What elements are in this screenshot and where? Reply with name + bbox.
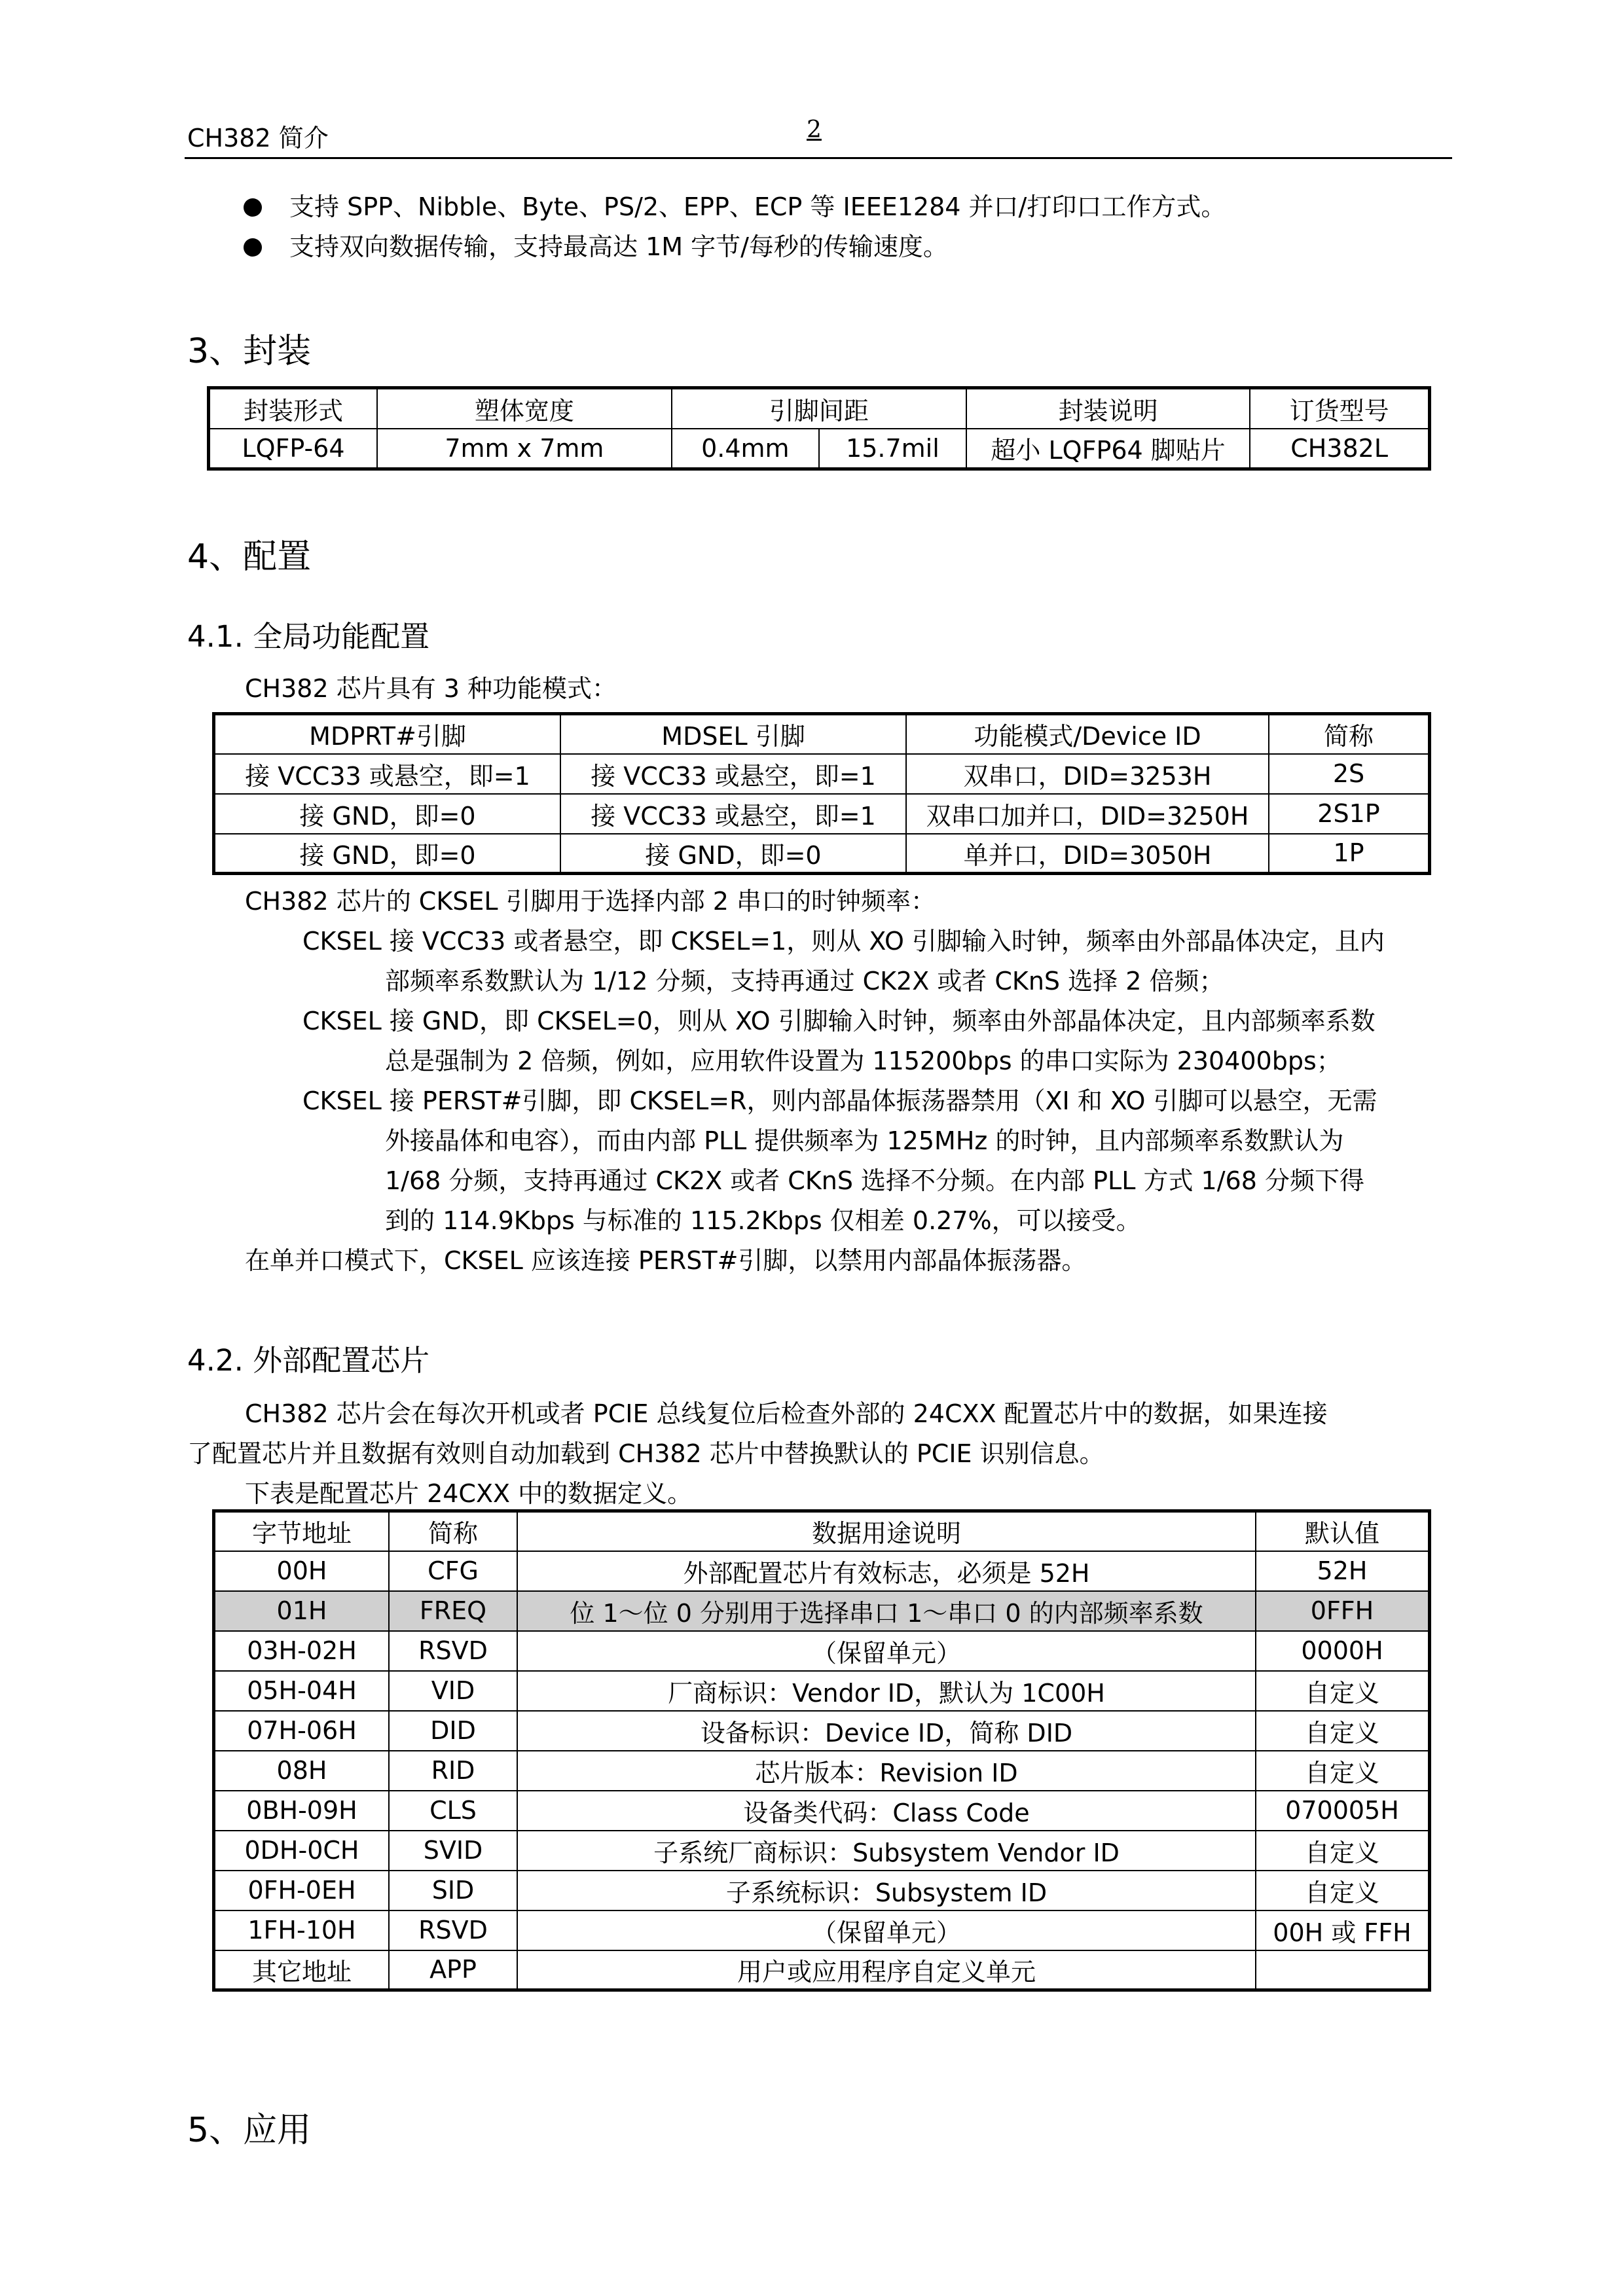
table-cell: RSVD bbox=[389, 1631, 517, 1671]
section-5-title: 5、应用 bbox=[187, 2111, 312, 2150]
table-header-cell: 简称 bbox=[1269, 714, 1430, 754]
table-cell: 子系统标识：Subsystem ID bbox=[517, 1871, 1256, 1910]
section-4-2-title: 4.2. 外部配置芯片 bbox=[187, 1343, 430, 1378]
table-row bbox=[214, 794, 1430, 834]
table-row bbox=[214, 1831, 1430, 1871]
config-paragraph-line-2: 了配置芯片并且数据有效则自动加载到 CH382 芯片中替换默认的 PCIE 识别信息。 bbox=[187, 1439, 1104, 1468]
config-data-table bbox=[212, 1509, 1431, 1992]
table-cell: 03H-02H bbox=[214, 1631, 390, 1671]
table-header-cell: MDSEL 引脚 bbox=[560, 714, 906, 754]
section-4-title: 4、配置 bbox=[187, 537, 312, 577]
table-cell: CFG bbox=[389, 1551, 517, 1591]
bullet-item: 支持双向数据传输，支持最高达 1M 字节/每秒的传输速度。 bbox=[244, 227, 948, 267]
cksel-option-3-line-3: 1/68 分频，支持再通过 CK2X 或者 CKnS 选择不分频。在内部 PLL 方式 1/68 分频下得 bbox=[385, 1166, 1364, 1195]
table-cell bbox=[1256, 1950, 1430, 1990]
table-cell: 双串口，DID=3253H bbox=[906, 754, 1269, 794]
table-header-cell: MDPRT#引脚 bbox=[214, 714, 561, 754]
table-header-cell: 订货型号 bbox=[1250, 388, 1429, 429]
table-cell: 接 GND，即=0 bbox=[560, 834, 906, 874]
table-cell: 00H bbox=[214, 1551, 390, 1591]
table-row bbox=[214, 754, 1430, 794]
table-header-cell: 简称 bbox=[389, 1511, 517, 1551]
table-cell: 接 VCC33 或悬空，即=1 bbox=[214, 754, 561, 794]
table-cell: 外部配置芯片有效标志，必须是 52H bbox=[517, 1551, 1256, 1591]
table-cell: 7mm x 7mm bbox=[377, 429, 672, 469]
table-cell: 0DH-0CH bbox=[214, 1831, 390, 1871]
page-number: 2 bbox=[807, 117, 822, 143]
table-header-row bbox=[214, 1511, 1430, 1551]
table-cell: CLS bbox=[389, 1791, 517, 1831]
table-header-cell: 封装形式 bbox=[209, 388, 377, 429]
table-cell: 接 VCC33 或悬空，即=1 bbox=[560, 754, 906, 794]
table-cell: 自定义 bbox=[1256, 1711, 1430, 1751]
table-row bbox=[214, 1871, 1430, 1910]
package-table bbox=[207, 386, 1431, 471]
table-row bbox=[214, 834, 1430, 874]
table-cell: 2S bbox=[1269, 754, 1430, 794]
cksel-option-2-line-1: CKSEL 接 GND，即 CKSEL=0，则从 XO 引脚输入时钟，频率由外部晶体决定，且内部频率系数 bbox=[302, 1007, 1376, 1035]
table-cell: 子系统厂商标识：Subsystem Vendor ID bbox=[517, 1831, 1256, 1871]
table-cell: 08H bbox=[214, 1751, 390, 1791]
table-cell: 接 GND，即=0 bbox=[214, 794, 561, 834]
section-4-1-title: 4.1. 全局功能配置 bbox=[187, 619, 430, 654]
cksel-option-2-line-2: 总是强制为 2 倍频，例如，应用软件设置为 115200bps 的串口实际为 230400bps； bbox=[385, 1047, 1341, 1075]
table-cell: 070005H bbox=[1256, 1791, 1430, 1831]
table-cell: SID bbox=[389, 1871, 517, 1910]
section-3-title: 3、封装 bbox=[187, 332, 312, 371]
table-cell: SVID bbox=[389, 1831, 517, 1871]
table-row bbox=[214, 1950, 1430, 1990]
cksel-option-3-line-4: 到的 114.9Kbps 与标准的 115.2Kbps 仅相差 0.27%，可以接受。 bbox=[385, 1206, 1141, 1235]
table-cell: 接 VCC33 或悬空，即=1 bbox=[560, 794, 906, 834]
table-cell: 0000H bbox=[1256, 1631, 1430, 1671]
table-cell: 0BH-09H bbox=[214, 1791, 390, 1831]
cksel-option-3-line-2: 外接晶体和电容），而由内部 PLL 提供频率为 125MHz 的时钟，且内部频率系数默认为 bbox=[385, 1126, 1344, 1155]
table-header-cell: 塑体宽度 bbox=[377, 388, 672, 429]
cksel-option-1-line-2: 部频率系数默认为 1/12 分频，支持再通过 CK2X 或者 CKnS 选择 2 倍频； bbox=[385, 967, 1224, 996]
table-header-cell: 默认值 bbox=[1256, 1511, 1430, 1551]
bullet-item: 支持 SPP、Nibble、Byte、PS/2、EPP、ECP 等 IEEE1284 并口/打印口工作方式。 bbox=[244, 187, 1226, 227]
table-cell: FREQ bbox=[389, 1591, 517, 1631]
table-cell: 05H-04H bbox=[214, 1671, 390, 1711]
table-row bbox=[209, 429, 1430, 469]
table-row bbox=[214, 1751, 1430, 1791]
table-cell: CH382L bbox=[1250, 429, 1429, 469]
table-cell: 自定义 bbox=[1256, 1751, 1430, 1791]
header-title: CH382 简介 bbox=[187, 124, 329, 152]
table-cell: 00H 或 FFH bbox=[1256, 1910, 1430, 1950]
config-paragraph-line-1: CH382 芯片会在每次开机或者 PCIE 总线复位后检查外部的 24CXX 配置芯片中的数据，如果连接 bbox=[245, 1399, 1328, 1428]
table-cell: 接 GND，即=0 bbox=[214, 834, 561, 874]
bullet-dot-icon bbox=[244, 238, 262, 257]
table-cell: DID bbox=[389, 1711, 517, 1751]
cksel-option-1-line-1: CKSEL 接 VCC33 或者悬空，即 CKSEL=1，则从 XO 引脚输入时钟，频率由外部晶体决定，且内 bbox=[302, 927, 1385, 956]
table-row bbox=[214, 1551, 1430, 1591]
table-cell: 0FFH bbox=[1256, 1591, 1430, 1631]
table-cell: 自定义 bbox=[1256, 1831, 1430, 1871]
table-cell: 自定义 bbox=[1256, 1871, 1430, 1910]
table-cell: 自定义 bbox=[1256, 1671, 1430, 1711]
config-table-intro: 下表是配置芯片 24CXX 中的数据定义。 bbox=[245, 1479, 693, 1508]
table-cell: 超小 LQFP64 脚贴片 bbox=[966, 429, 1250, 469]
modes-intro: CH382 芯片具有 3 种功能模式： bbox=[245, 674, 617, 703]
table-row bbox=[214, 1671, 1430, 1711]
cksel-option-3-line-1: CKSEL 接 PERST#引脚，即 CKSEL=R，则内部晶体振荡器禁用（XI 和 XO 引脚可以悬空，无需 bbox=[302, 1086, 1377, 1115]
table-cell: APP bbox=[389, 1950, 517, 1990]
table-cell: 其它地址 bbox=[214, 1950, 390, 1990]
table-cell: 双串口加并口，DID=3250H bbox=[906, 794, 1269, 834]
table-cell: （保留单元） bbox=[517, 1910, 1256, 1950]
table-cell: LQFP-64 bbox=[209, 429, 377, 469]
table-cell: 设备类代码：Class Code bbox=[517, 1791, 1256, 1831]
cksel-intro: CH382 芯片的 CKSEL 引脚用于选择内部 2 串口的时钟频率： bbox=[245, 887, 936, 916]
header-rule bbox=[185, 157, 1452, 159]
table-cell: 2S1P bbox=[1269, 794, 1430, 834]
table-cell: 07H-06H bbox=[214, 1711, 390, 1751]
table-cell: 厂商标识：Vendor ID，默认为 1C00H bbox=[517, 1671, 1256, 1711]
table-row bbox=[214, 1711, 1430, 1751]
table-header-cell: 封装说明 bbox=[966, 388, 1250, 429]
table-row bbox=[214, 1791, 1430, 1831]
table-cell: 0FH-0EH bbox=[214, 1871, 390, 1910]
table-row-highlighted bbox=[214, 1591, 1430, 1631]
table-cell: 位 1～位 0 分别用于选择串口 1～串口 0 的内部频率系数 bbox=[517, 1591, 1256, 1631]
table-row bbox=[214, 1631, 1430, 1671]
table-header-cell: 字节地址 bbox=[214, 1511, 390, 1551]
table-cell: 单并口，DID=3050H bbox=[906, 834, 1269, 874]
table-cell: VID bbox=[389, 1671, 517, 1711]
table-cell: （保留单元） bbox=[517, 1631, 1256, 1671]
parallel-mode-note: 在单并口模式下，CKSEL 应该连接 PERST#引脚，以禁用内部晶体振荡器。 bbox=[245, 1246, 1087, 1275]
function-mode-table bbox=[212, 712, 1431, 875]
table-cell: 15.7mil bbox=[819, 429, 966, 469]
table-cell: 设备标识：Device ID，简称 DID bbox=[517, 1711, 1256, 1751]
bullet-dot-icon bbox=[244, 198, 262, 217]
table-cell: RSVD bbox=[389, 1910, 517, 1950]
table-cell: 01H bbox=[214, 1591, 390, 1631]
table-cell: 1P bbox=[1269, 834, 1430, 874]
table-header-cell: 引脚间距 bbox=[672, 388, 966, 429]
table-header-row bbox=[209, 388, 1430, 429]
table-cell: 1FH-10H bbox=[214, 1910, 390, 1950]
table-header-row bbox=[214, 714, 1430, 754]
table-header-cell: 数据用途说明 bbox=[517, 1511, 1256, 1551]
table-cell: 0.4mm bbox=[672, 429, 819, 469]
table-cell: RID bbox=[389, 1751, 517, 1791]
table-cell: 52H bbox=[1256, 1551, 1430, 1591]
table-cell: 用户或应用程序自定义单元 bbox=[517, 1950, 1256, 1990]
table-cell: 芯片版本：Revision ID bbox=[517, 1751, 1256, 1791]
table-row bbox=[214, 1910, 1430, 1950]
table-header-cell: 功能模式/Device ID bbox=[906, 714, 1269, 754]
